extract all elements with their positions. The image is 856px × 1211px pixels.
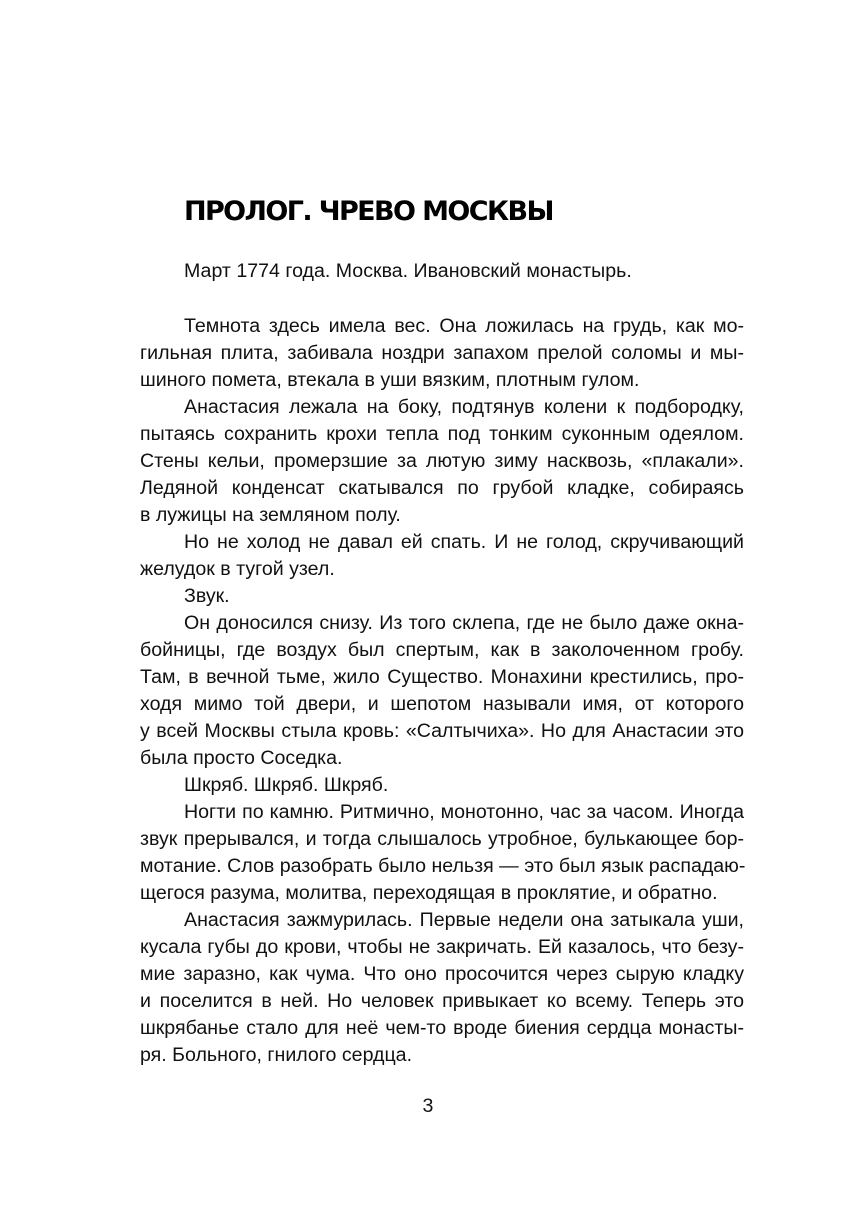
text-line: Шкряб. Шкряб. Шкряб.: [184, 774, 389, 796]
text-line: Стены кельи, промерзшие за лютую зиму насквозь, «плакали».: [140, 450, 744, 472]
paragraph: [140, 799, 744, 907]
chapter-title: ПРОЛОГ. ЧРЕВО МОСКВЫ: [184, 196, 553, 227]
epigraph-line: Март 1774 года. Москва. Ивановский монастырь.: [184, 260, 632, 282]
text-line: шиного помета, втекала в уши вязким, плотным гулом.: [140, 369, 640, 391]
paragraph: [140, 907, 744, 1069]
text-line: и поселится в ней. Но человек привыкает ко всему. Теперь это: [140, 990, 744, 1012]
text-line: Анастасия лежала на боку, подтянув колени к подбородку,: [184, 396, 744, 418]
paragraph: [140, 610, 744, 772]
paragraph: [140, 583, 744, 610]
body-text: [140, 313, 744, 1069]
text-line: звук прерывался, и тогда слышалось утробное, булькающее бор-: [140, 828, 744, 850]
text-line: Темнота здесь имела вес. Она ложилась на грудь, как мо-: [184, 315, 744, 337]
text-line: ря. Больного, гнилого сердца.: [140, 1044, 413, 1066]
text-line: кусала губы до крови, чтобы не закричать. Ей казалось, что безу-: [140, 936, 744, 958]
text-line: бойницы, где воздух был спертым, как в заколоченном гробу.: [140, 639, 744, 661]
text-line: Анастасия зажмурилась. Первые недели она затыкала уши,: [184, 909, 744, 931]
text-line: Он доносился снизу. Из того склепа, где не было даже окна-: [184, 612, 744, 634]
text-line: Но не холод не давал ей спать. И не голод, скручивающий: [184, 531, 744, 553]
epigraph: [140, 258, 744, 285]
text-line: мотание. Слов разобрать было нельзя — это был язык распадаю-: [140, 855, 746, 877]
text-line: пытаясь сохранить крохи тепла под тонким суконным одеялом.: [140, 423, 744, 445]
paragraph: [140, 394, 744, 529]
text-line: была просто Соседка.: [140, 747, 343, 769]
text-line: в лужицы на земляном полу.: [140, 504, 401, 526]
text-line: гильная плита, забивала ноздри запахом прелой соломы и мы-: [140, 342, 744, 364]
paragraph: [140, 529, 744, 583]
text-line: щегося разума, молитва, переходящая в проклятие, и обратно.: [140, 882, 718, 904]
page-number: 3: [422, 1095, 434, 1117]
paragraph: [140, 772, 744, 799]
text-line: мие заразно, как чума. Что оно просочится через сырую кладку: [140, 963, 744, 985]
text-line: Звук.: [184, 585, 230, 607]
text-line: Там, в вечной тьме, жило Существо. Монахини крестились, про-: [140, 666, 744, 688]
paragraph: [140, 313, 744, 394]
text-line: Ногти по камню. Ритмично, монотонно, час за часом. Иногда: [184, 801, 744, 823]
text-line: желудок в тугой узел.: [140, 558, 335, 580]
text-line: ходя мимо той двери, и шепотом называли имя, от которого: [140, 693, 744, 715]
text-line: шкрябанье стало для неё чем-то вроде биения сердца монасты-: [140, 1017, 744, 1039]
text-line: Ледяной конденсат скатывался по грубой кладке, собираясь: [140, 477, 744, 499]
text-line: у всей Москвы стыла кровь: «Салтычиха». Но для Анастасии это: [140, 720, 744, 742]
